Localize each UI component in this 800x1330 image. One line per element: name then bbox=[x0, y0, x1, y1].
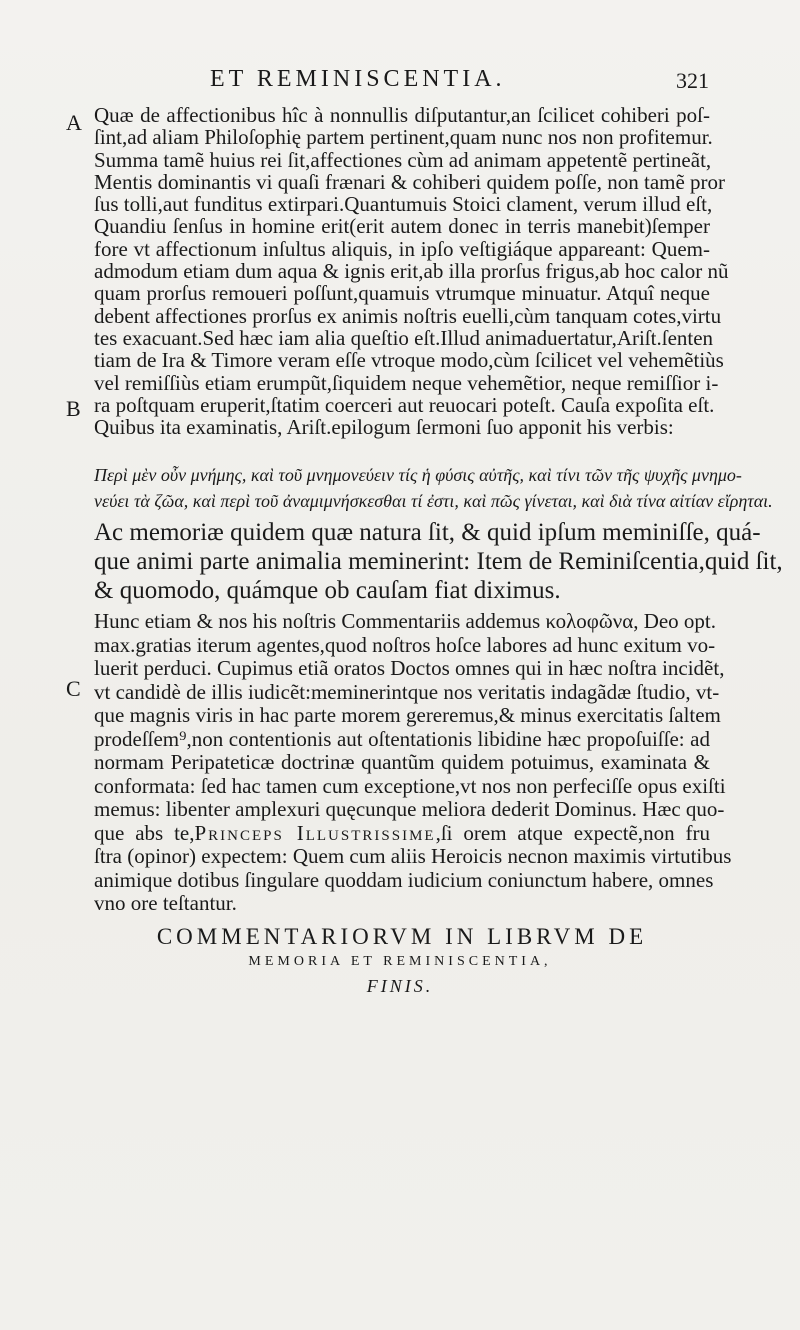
margin-letter-b: B bbox=[66, 396, 81, 421]
text-line: tiam de Ira & Timore veram eſſe vtroque modo,cùm ſcilicet vel vehemẽtiùs bbox=[94, 348, 724, 373]
text-line: normam Peripateticæ doctrinæ quantũm quidem potuimus, examinata & bbox=[94, 750, 710, 774]
dedication-address: Princeps Illustrissime bbox=[194, 820, 436, 845]
text-line: vno ore teſtantur. bbox=[94, 891, 237, 915]
text-line: ra poſtquam eruperit,ſtatim coerceri aut reuocari poteſt. Cauſa expoſita eſt. bbox=[94, 392, 715, 417]
text-line: Summa tamẽ huius rei ſit,affectiones cùm ad animam appetentẽ pertineãt, bbox=[94, 147, 712, 172]
text-line: vt candidè de illis iudicẽt:meminerintque nos veritatis indagãdæ ſtudio, vt- bbox=[94, 679, 720, 704]
text-line: Quæ de affectionibus hîc à nonnullis diſputantur,an ſcilicet cohiberi poſ- bbox=[94, 103, 710, 127]
greek-quotation bbox=[94, 462, 773, 514]
text-line: luerit perduci. Cupimus etiã oratos Doctos omnes qui in hæc noſtra incidẽt, bbox=[94, 656, 725, 680]
text-line: memus: libenter amplexuri quęcunque meliora dederit Dominus. Hæc quo- bbox=[94, 797, 725, 821]
colophon-subtitle: MEMORIA ET REMINISCENTIA, bbox=[248, 954, 552, 969]
paragraph-translation bbox=[94, 518, 783, 605]
text-line: max.gratias iterum agentes,quod noſtros hoſce labores ad hunc exitum vo- bbox=[94, 632, 716, 657]
text-line: Quibus ita examinatis, Ariſt.epilogum ſermoni ſuo apponit his verbis: bbox=[94, 415, 674, 440]
margin-letter-c: C bbox=[66, 676, 81, 701]
text-line: que animi parte animalia meminerint: Item de Reminiſcentia,quid ſit, bbox=[94, 548, 783, 575]
dedication-start: que abs te, bbox=[94, 820, 195, 845]
colophon-title: COMMENTARIORVM IN LIBRVM DE bbox=[156, 924, 648, 949]
text-line: prodeſſem⁹,non contentionis aut oſtentationis libidine hæc propoſuiſſe: ad bbox=[94, 726, 710, 751]
text-line: debent affectiones prorſus ex animis noſtris euelli,cùm tanquam cotes,virtu bbox=[94, 303, 722, 328]
text-line: quam prorſus remoueri poſſunt,quamuis vtrumque minuatur. Atquî neque bbox=[94, 281, 710, 306]
text-line: animique dotibus ſingulare quoddam iudicium coniunctum habere, omnes bbox=[94, 867, 714, 892]
margin-letter-a: A bbox=[66, 110, 82, 135]
paragraph-commentary bbox=[94, 103, 729, 440]
page-number: 321 bbox=[676, 68, 709, 93]
text-line: ſtra (opinor) expectem: Quem cum aliis Heroicis necnon maximis virtutibus bbox=[94, 844, 732, 868]
dedication-end: ,ſi orem atque expectẽ,non fru bbox=[435, 820, 710, 845]
text-line: ſus tolli,aut funditus extirpari.Quantumuis Stoici clament, verum illud eſt, bbox=[94, 192, 713, 217]
text-line: vel remiſſiùs etiam erumpũt,ſiquidem neque vehemẽtior, neque remiſſior i- bbox=[94, 370, 719, 395]
text-line: Ac memoriæ quidem quæ natura ſit, & quid ipſum meminiſſe, quá- bbox=[94, 519, 761, 546]
greek-line: Περὶ μὲν οὖν μνήμης, καὶ τοῦ μνημονεύειν τίς ἡ φύσις αὐτῆς, καὶ τίνι τῶν τῆς ψυχῆς μνημο- bbox=[94, 465, 742, 485]
text-line: tes exacuant.Sed hæc iam alia queſtio eſt.Illud animaduertatur,Ariſt.ſenten bbox=[94, 325, 714, 350]
text-line: conformata: ſed hac tamen cum exceptione,vt nos non perfeciſſe opus exiſti bbox=[94, 773, 726, 798]
text-line: ſint,ad aliam Philoſophię partem pertinent,quam nunc nos non profitemur. bbox=[94, 125, 713, 150]
text-line: Mentis dominantis vi quaſi frænari & cohiberi quidem poſſe, non tamẽ pror bbox=[94, 169, 726, 194]
text-line: Quandiu ſenſus in homine erit(erit autem donec in terris manebit)ſemper bbox=[94, 214, 710, 239]
text-line: & quomodo, quámque ob cauſam fiat diximus. bbox=[94, 577, 561, 604]
text-line: admodum etiam dum aqua & ignis erit,ab illa prorſus frigus,ab hoc calor nũ bbox=[94, 259, 729, 284]
text-line-dedication bbox=[94, 822, 710, 846]
text-line: Hunc etiam & nos his noſtris Commentariis addemus κολοφῶνα, Deo opt. bbox=[94, 609, 717, 633]
text-line: fore vt affectionum inſultus aliquis, in ipſo veſtigiáque appareant: Quem- bbox=[94, 236, 710, 261]
paragraph-conclusion bbox=[94, 609, 732, 916]
running-head: ET REMINISCENTIA. bbox=[210, 66, 506, 92]
text-line: que magnis viris in hac parte morem gereremus,& minus exercitatis ſaltem bbox=[94, 703, 721, 727]
greek-line: νεύει τὰ ζῶα, καὶ περὶ τοῦ ἀναμιμνήσκεσθαι τί ἐστι, καὶ πῶς γίνεται, καὶ διὰ τίνα αἰτίαν εἴρηται. bbox=[94, 491, 773, 511]
colophon-finis: FINIS. bbox=[366, 976, 434, 996]
